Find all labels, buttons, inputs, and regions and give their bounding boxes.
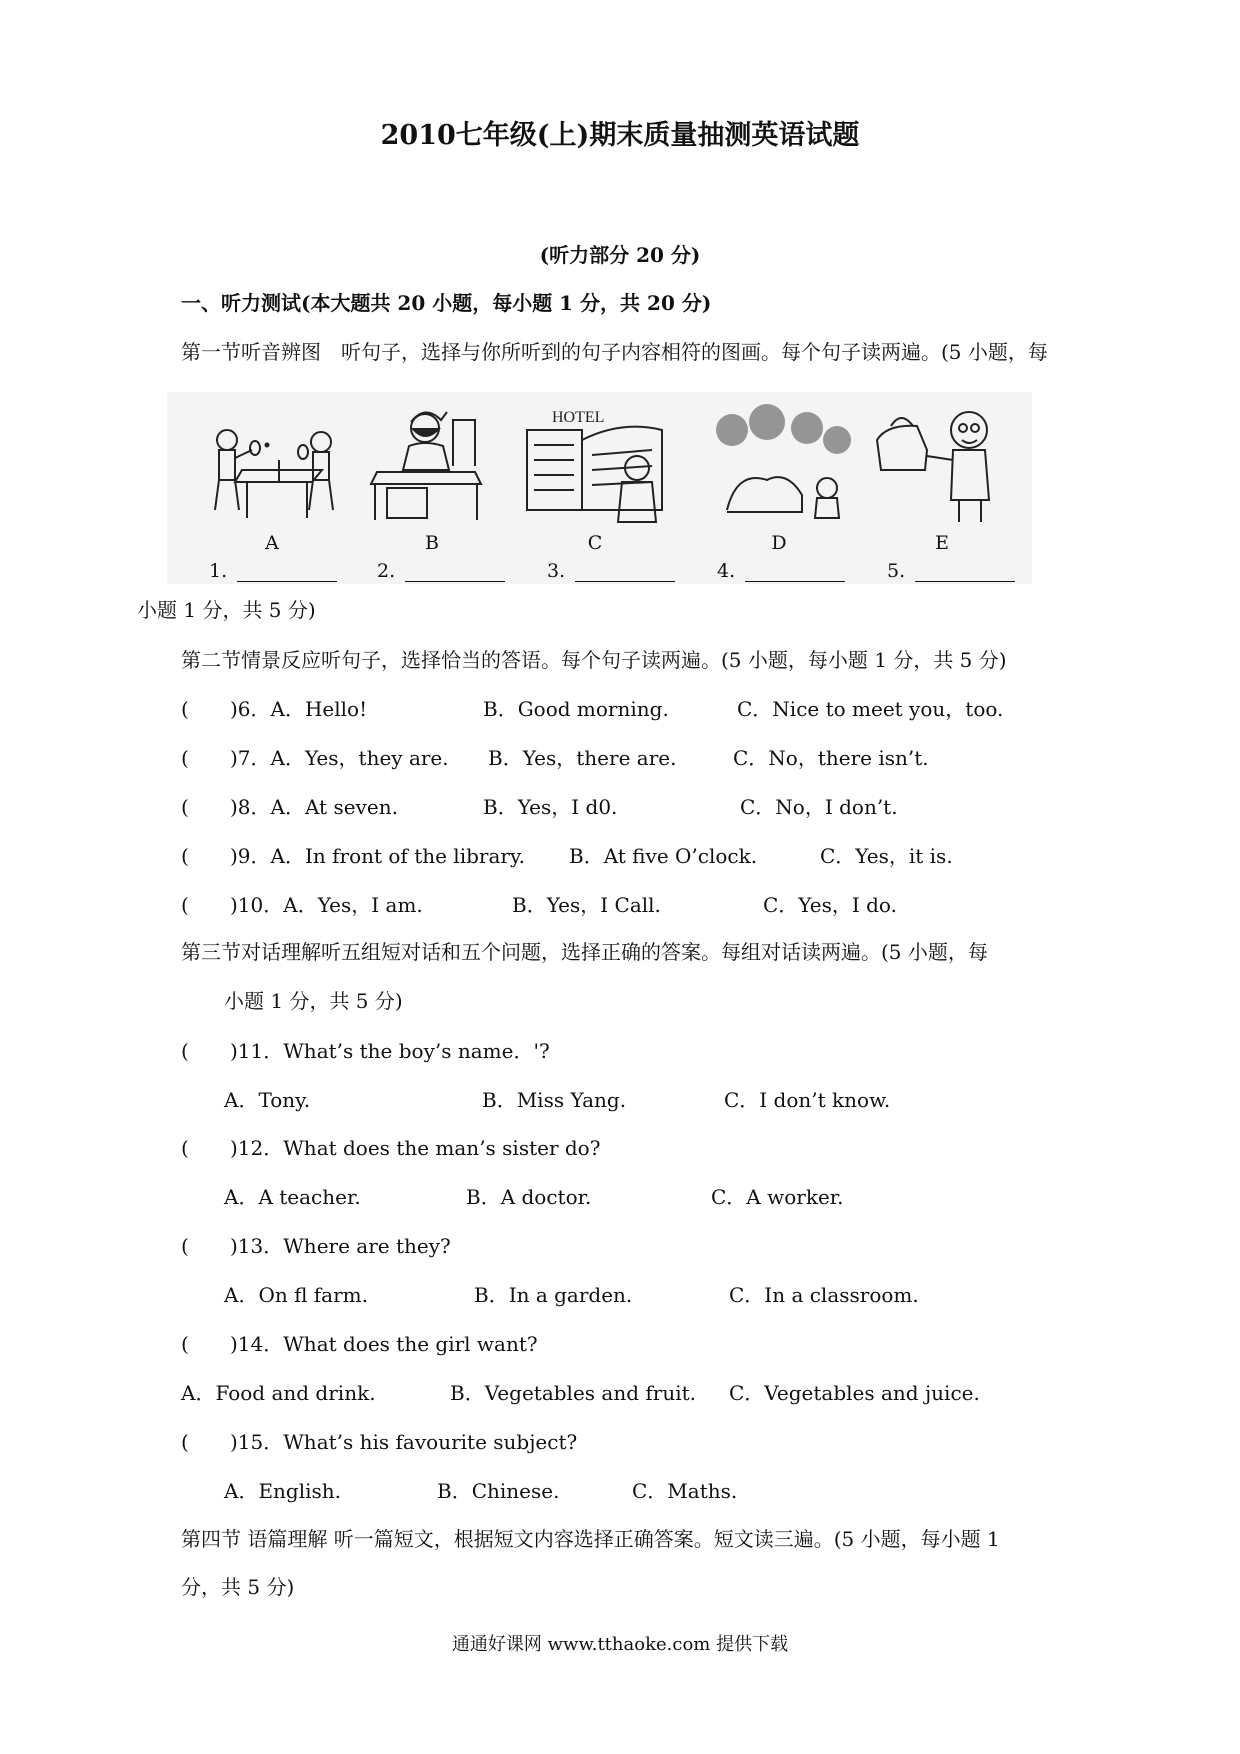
question-option-c: C．In a classroom.	[729, 1283, 919, 1307]
question-text: )11．What’s the boy’s name．'?	[230, 1039, 550, 1063]
question-text: )12．What does the man’s sister do?	[230, 1136, 601, 1160]
question-option-a: A．On fl farm.	[224, 1283, 368, 1307]
answer-paren[interactable]: (	[181, 1039, 189, 1063]
question-option-b: B．Chinese.	[437, 1479, 560, 1503]
footer-source: 通通好课网 www.tthaoke.com 提供下载	[451, 1634, 789, 1655]
question-text: )15．What’s his favourite subject?	[230, 1430, 578, 1454]
question-option-a: )8．A．At seven.	[230, 795, 398, 819]
part2-instruction: 第二节情景反应听句子，选择恰当的答语。每个句子读两遍。(5 小题，每小题 1 分，共 5 分)	[181, 648, 1007, 672]
question-option-c: C．Vegetables and juice.	[729, 1381, 980, 1405]
question-option-c: C．No，I don’t.	[740, 795, 898, 819]
question-option-a: A．Tony.	[224, 1088, 311, 1112]
question-text: )13．Where are they?	[230, 1234, 451, 1258]
question-option-b: B．Good morning.	[483, 697, 669, 721]
answer-paren[interactable]: (	[181, 746, 189, 770]
answer-blank-1[interactable]: 1.	[209, 560, 337, 582]
picture-c-hotel	[522, 400, 672, 530]
picture-a-table-tennis	[197, 400, 347, 530]
question-option-c: C．Nice to meet you，too.	[737, 697, 1004, 721]
picture-label-d: D	[771, 532, 787, 554]
answer-paren[interactable]: (	[181, 697, 189, 721]
part3-instruction-cont: 小题 1 分，共 5 分)	[224, 989, 403, 1013]
question-option-a: A．A teacher.	[224, 1185, 361, 1209]
hotel-sign-text: HOTEL	[552, 409, 605, 426]
picture-label-c: C	[587, 532, 603, 554]
question-option-a: )6．A．Hello!	[230, 697, 368, 721]
picture-label-b: B	[425, 532, 439, 554]
question-option-c: C．No，there isn’t.	[733, 746, 929, 770]
question-option-c: C．Maths.	[632, 1479, 738, 1503]
question-option-b: B．Miss Yang.	[482, 1088, 627, 1112]
picture-strip	[167, 392, 1032, 584]
answer-blank-2[interactable]: 2.	[377, 560, 505, 582]
question-option-b: B．Vegetables and fruit.	[450, 1381, 696, 1405]
question-option-b: B．A doctor.	[466, 1185, 592, 1209]
answer-paren[interactable]: (	[181, 795, 189, 819]
answer-paren[interactable]: (	[181, 1136, 189, 1160]
picture-e-boy-with-bag	[867, 400, 1017, 530]
picture-d-animals	[707, 400, 857, 530]
answer-paren[interactable]: (	[181, 1234, 189, 1258]
picture-b-girl-at-desk	[357, 400, 507, 530]
answer-paren[interactable]: (	[181, 844, 189, 868]
part1-instruction-cont: 小题 1 分，共 5 分)	[137, 598, 316, 622]
question-option-c: C．I don’t know.	[724, 1088, 891, 1112]
listening-part-heading: (听力部分 20 分)	[539, 243, 701, 267]
question-text: )14．What does the girl want?	[230, 1332, 538, 1356]
question-option-c: C．A worker.	[711, 1185, 844, 1209]
answer-paren[interactable]: (	[181, 893, 189, 917]
part1-instruction: 第一节听音辨图 听句子，选择与你所听到的句子内容相符的图画。每个句子读两遍。(5 小题，每	[181, 340, 1048, 364]
question-option-a: )10．A．Yes，I am.	[230, 893, 423, 917]
page-title: 2010七年级(上)期末质量抽测英语试题	[380, 120, 860, 151]
answer-blank-5[interactable]: 5.	[887, 560, 1015, 582]
question-option-a: A．English.	[224, 1479, 342, 1503]
question-option-c: C．Yes，it is.	[820, 844, 953, 868]
question-option-a: )7．A．Yes，they are.	[230, 746, 449, 770]
question-option-b: B．Yes，I Call.	[512, 893, 661, 917]
question-option-a: )9．A．In front of the library.	[230, 844, 525, 868]
part4-instruction-cont: 分，共 5 分)	[181, 1575, 295, 1599]
picture-label-a: A	[265, 532, 279, 554]
question-option-b: B．At five O’clock.	[569, 844, 758, 868]
answer-blank-3[interactable]: 3.	[547, 560, 675, 582]
question-option-b: B．In a garden.	[474, 1283, 633, 1307]
part3-instruction: 第三节对话理解听五组短对话和五个问题，选择正确的答案。每组对话读两遍。(5 小题，每	[181, 940, 988, 964]
question-option-b: B．Yes，I d0.	[483, 795, 618, 819]
question-option-c: C．Yes，I do.	[763, 893, 897, 917]
question-option-a: A．Food and drink.	[181, 1381, 376, 1405]
answer-paren[interactable]: (	[181, 1430, 189, 1454]
question-option-b: B．Yes，there are.	[488, 746, 677, 770]
answer-blank-4[interactable]: 4.	[717, 560, 845, 582]
section1-heading: 一、听力测试(本大题共 20 小题，每小题 1 分，共 20 分)	[181, 291, 712, 315]
picture-label-e: E	[935, 532, 949, 554]
part4-instruction: 第四节 语篇理解 听一篇短文，根据短文内容选择正确答案。短文读三遍。(5 小题，每小题 1	[181, 1527, 1000, 1551]
answer-paren[interactable]: (	[181, 1332, 189, 1356]
